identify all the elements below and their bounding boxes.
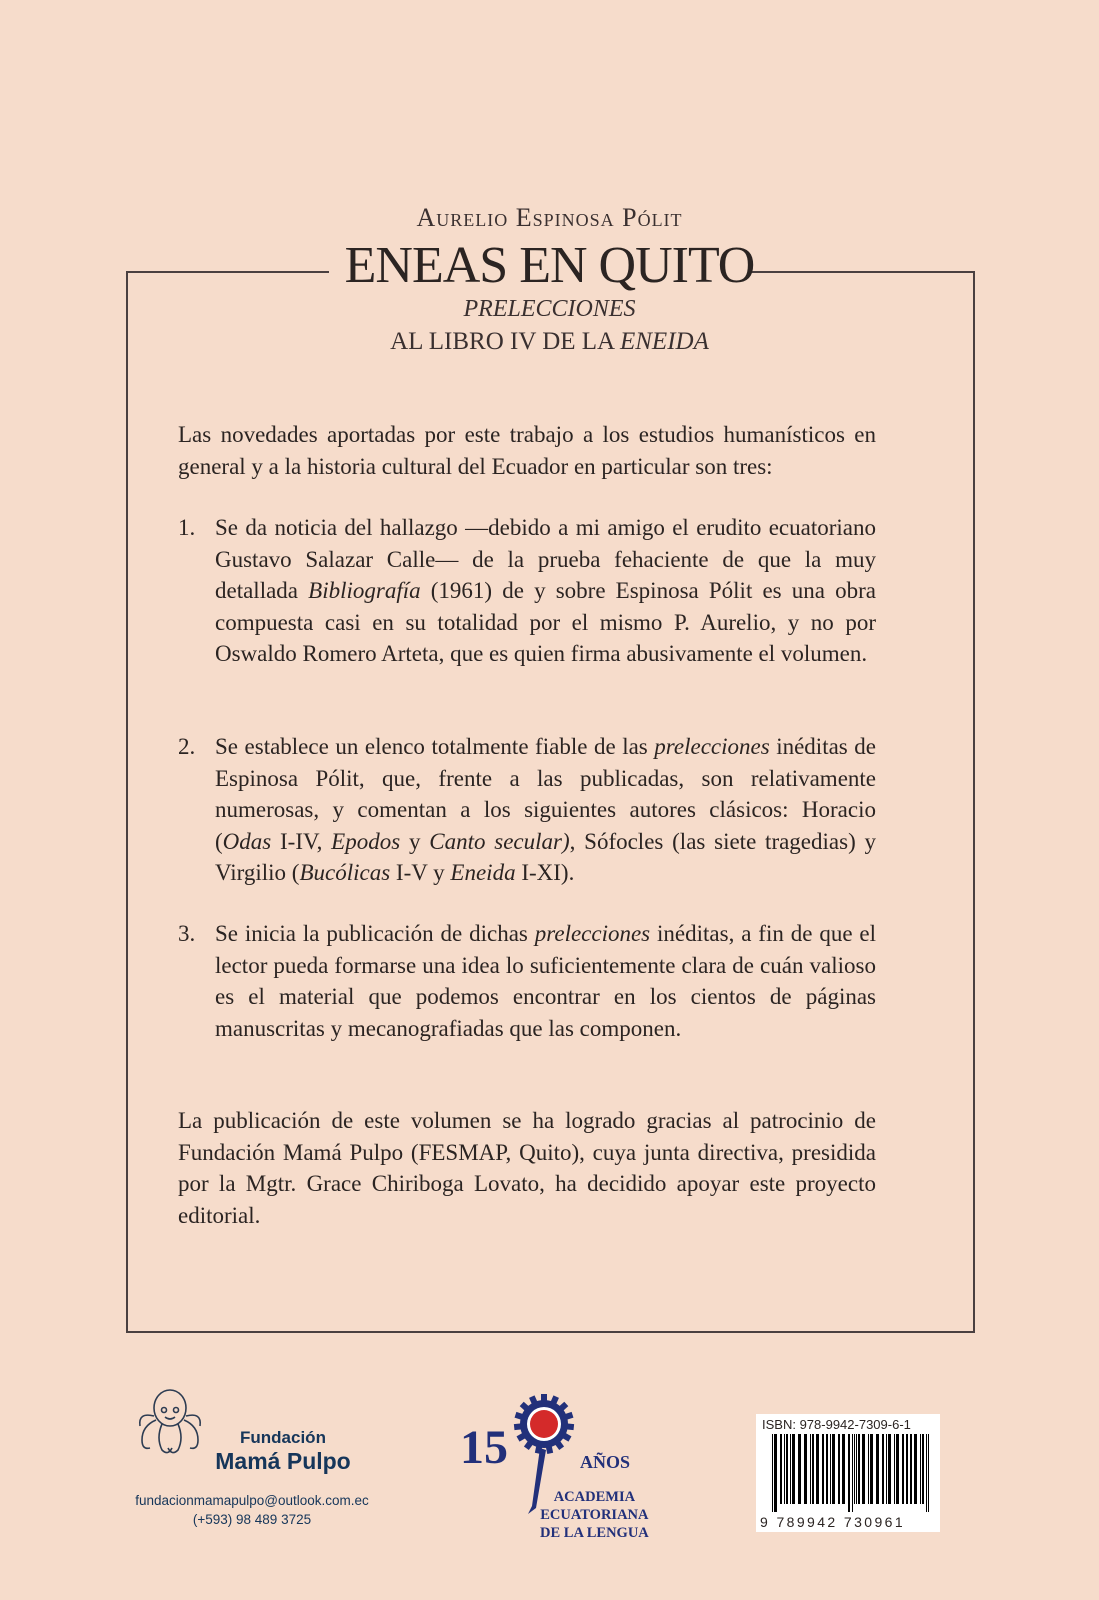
text-run: inéditas, a fin de que el lector pueda formarse una idea lo suficientemente clara de cuán valioso es el material que podemos encontrar en los cientos de páginas manuscritas y mecanografiadas que las componen. <box>215 921 877 1041</box>
italic-text: Eneida <box>450 860 516 885</box>
italic-text: Bucólicas <box>299 860 391 885</box>
barcode-bar <box>832 1434 835 1504</box>
barcode-bar <box>784 1434 785 1504</box>
barcode-bar <box>858 1434 860 1504</box>
item-number: 1. <box>178 515 196 540</box>
barcode-bar <box>886 1434 887 1504</box>
text-run: I-XI). <box>515 860 575 885</box>
item-text <box>215 512 876 670</box>
octopus-icon <box>134 1386 206 1461</box>
italic-text: Bibliografía <box>308 578 421 603</box>
barcode-bar <box>896 1434 899 1504</box>
barcode-bar <box>928 1434 929 1512</box>
barcode-bar <box>816 1434 819 1504</box>
italic-text: Epodos <box>331 828 401 854</box>
sponsor-name-line1: Fundación <box>240 1428 326 1447</box>
barcode-bars <box>760 1434 936 1512</box>
text-run: y <box>400 828 430 854</box>
item-number: 2. <box>178 734 196 759</box>
text-run: , Sófocles (las siete tragedias) y Virgilio ( <box>215 828 877 885</box>
sponsor-email: fundacionmamapulpo@outlook.com.ec <box>135 1493 369 1508</box>
text-run: inéditas de Espinosa Pólit, que, frente a las publicadas, son relativamente numerosas, y comentan a los siguientes autores clásicos: Horacio ( <box>215 734 876 854</box>
barcode-bar <box>780 1434 782 1504</box>
sponsor-name-line2: Mamá Pulpo <box>215 1448 351 1474</box>
barcode-bar <box>882 1434 884 1504</box>
barcode-bar <box>842 1434 845 1504</box>
sponsor-phone: (+593) 98 489 3725 <box>192 1512 312 1527</box>
item-number: 3. <box>178 921 196 946</box>
barcode-bar <box>902 1434 904 1504</box>
barcode-bar <box>914 1434 917 1504</box>
barcode-bar <box>926 1434 927 1512</box>
list-item <box>178 918 876 1044</box>
barcode-bar <box>792 1434 795 1504</box>
author-name: Aurelio Espinosa Pólit <box>416 203 683 232</box>
anniversary-number: 15 <box>460 1421 508 1474</box>
barcode-bar <box>798 1434 801 1504</box>
barcode-bar <box>906 1434 908 1504</box>
barcode-bar <box>774 1434 777 1512</box>
barcode-bar <box>812 1434 814 1504</box>
isbn-label: ISBN: 978-9942-7309-6-1 <box>762 1417 911 1432</box>
barcode-bar <box>852 1434 853 1512</box>
book-subtitle <box>0 328 1099 356</box>
barcode-bar <box>888 1434 891 1504</box>
barcode-bar <box>856 1434 857 1504</box>
text-run: Se da noticia del hallazgo —debido a mi amigo el erudito ecuatoriano Gustavo Salazar Calle— de la prueba fehaciente de que la muy detallada <box>215 515 876 603</box>
text-run: (1961) de y sobre Espinosa Pólit es una obra compuesta casi en su totalidad por el mismo P. Aurelio, y no por Oswaldo Romero Arteta, que es quien firma abusivamente el volumen. <box>215 578 876 666</box>
italic-text: prelecciones <box>654 734 770 759</box>
barcode-bar <box>822 1434 824 1504</box>
anniversary-years: AÑOS <box>580 1452 631 1472</box>
barcode-bar <box>910 1434 912 1504</box>
barcode-bar <box>894 1434 895 1504</box>
barcode-digits: 9 789942 730961 <box>760 1514 905 1530</box>
text-run: Se inicia la publicación de dichas <box>215 921 535 946</box>
subtitle-text: AL LIBRO IV DE LA <box>390 328 614 355</box>
academia-logo <box>460 1410 660 1540</box>
item-text <box>215 731 876 889</box>
book-subtitle-italic: PRELECCIONES <box>463 296 636 322</box>
barcode-bar <box>876 1434 879 1504</box>
italic-text: prelecciones <box>534 921 651 946</box>
subtitle-italic-text: ENEIDA <box>619 328 709 355</box>
academy-name <box>540 1488 649 1542</box>
barcode-bar <box>870 1434 873 1504</box>
closing-paragraph: La publicación de este volumen se ha logrado gracias al patrocinio de Fundación Mamá Pulpo (FESMAP, Quito), cuya junta directiva, presidida por la Mgtr. Grace Chiriboga Lovato, ha decidido apoyar este proyecto editorial. <box>178 1108 876 1228</box>
barcode-bar <box>922 1434 924 1504</box>
barcode-bar <box>920 1434 921 1504</box>
barcode-bar <box>848 1434 850 1512</box>
list-item <box>178 731 876 889</box>
intro-paragraph: Las novedades aportadas por este trabajo a los estudios humanísticos en general y a la historia cultural del Ecuador en particular son tres: <box>178 422 876 479</box>
sponsor-contact <box>120 1491 384 1529</box>
text-run: Se establece un elenco totalmente fiable de las <box>215 734 655 759</box>
academy-name-line2: ECUATORIANA <box>540 1507 649 1523</box>
barcode-bar <box>786 1434 788 1504</box>
barcode-bar <box>772 1434 773 1512</box>
sponsor-name <box>208 1428 358 1475</box>
barcode-bar <box>810 1434 811 1504</box>
italic-text: Odas <box>222 828 272 854</box>
barcode-bar <box>830 1434 831 1504</box>
barcode-bar <box>790 1434 791 1504</box>
text-run: I-V y <box>390 860 451 885</box>
italic-text: Canto secular) <box>429 828 570 854</box>
barcode-bar <box>826 1434 828 1504</box>
isbn-barcode <box>756 1414 940 1532</box>
barcode-bar <box>854 1434 855 1504</box>
barcode-bar <box>804 1434 807 1504</box>
list-item <box>178 512 876 670</box>
item-text <box>215 918 876 1044</box>
book-title: ENEAS EN QUITO <box>344 237 755 294</box>
barcode-bar <box>862 1434 865 1504</box>
academy-name-line3: DE LA LENGUA <box>540 1525 649 1541</box>
text-run: I-IV, <box>271 828 332 854</box>
barcode-bar <box>868 1434 869 1504</box>
barcode-bar <box>838 1434 840 1504</box>
academy-name-line1: ACADEMIA <box>553 1489 636 1505</box>
